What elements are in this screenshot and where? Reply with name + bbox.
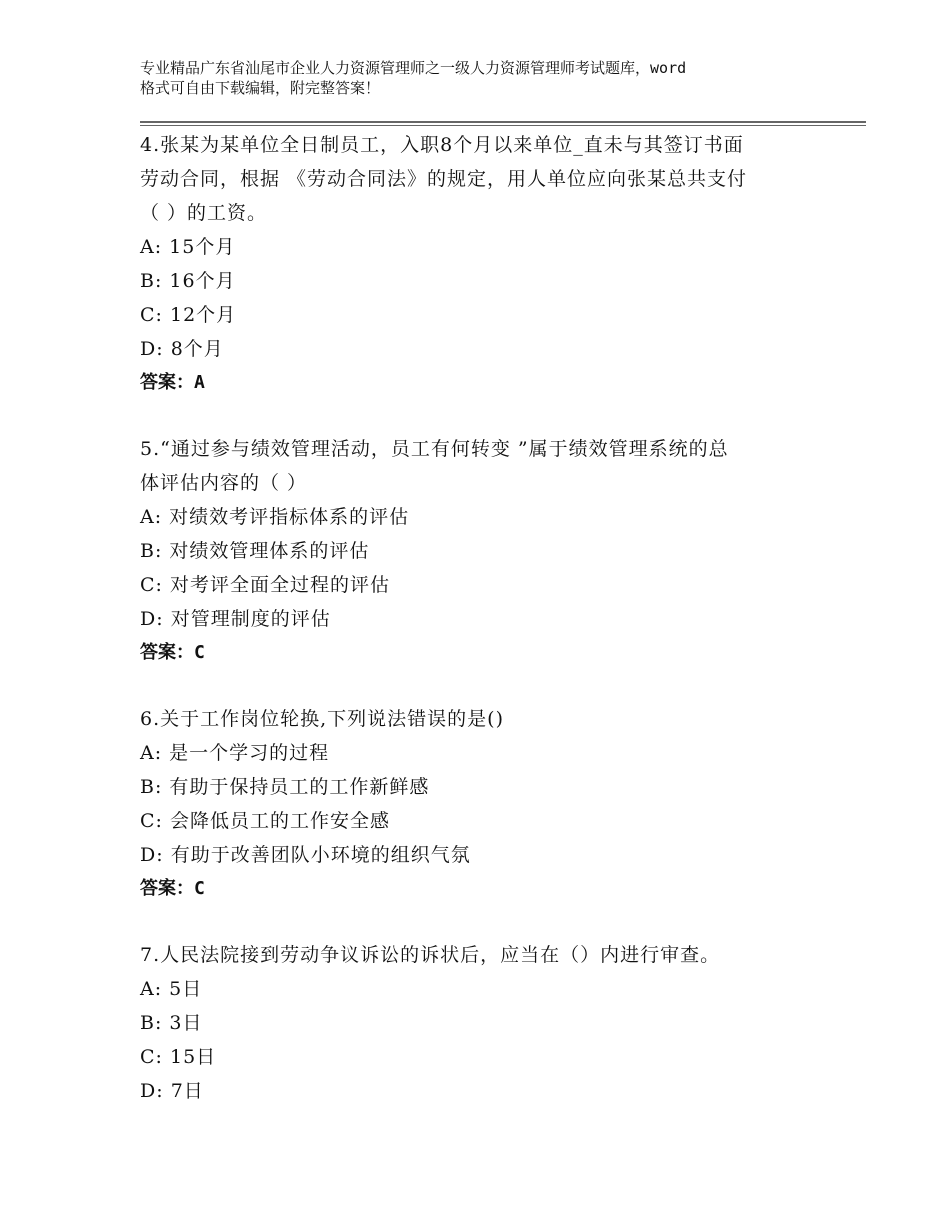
option-b: B: 16个月 bbox=[140, 270, 236, 292]
question-stem bbox=[140, 432, 820, 500]
option-text: 5日 bbox=[169, 978, 203, 1000]
option-c: C: 15日 bbox=[140, 1046, 217, 1068]
option-c: C: 12个月 bbox=[140, 304, 237, 326]
stem-line: 4.张某为某单位全日制员工，入职8个月以来单位_直未与其签订书面 bbox=[140, 134, 744, 156]
question-7 bbox=[140, 938, 820, 1108]
option-a: A: 5日 bbox=[140, 978, 203, 1000]
option-text: 8个月 bbox=[170, 338, 224, 360]
option-text: 16个月 bbox=[169, 270, 236, 292]
option-text: 对管理制度的评估 bbox=[170, 608, 331, 630]
option-d: D: 7日 bbox=[140, 1080, 204, 1102]
header-line-2: 格式可自由下载编辑，附完整答案！ bbox=[140, 79, 381, 97]
stem-line: 5.“通过参与绩效管理活动，员工有何转变 ”属于绩效管理系统的总 bbox=[140, 438, 729, 460]
option-d: D: 有助于改善团队小环境的组织气氛 bbox=[140, 844, 471, 866]
stem-line: 体评估内容的（ ） bbox=[140, 472, 308, 494]
question-stem bbox=[140, 702, 820, 736]
answer-label: 答案：A bbox=[140, 372, 205, 393]
option-b: B: 3日 bbox=[140, 1012, 203, 1034]
option-text: 12个月 bbox=[170, 304, 237, 326]
answer-label: 答案：C bbox=[140, 642, 205, 663]
question-stem bbox=[140, 128, 820, 230]
stem-line: 7.人民法院接到劳动争议诉讼的诉状后，应当在（）内进行审查。 bbox=[140, 944, 721, 966]
document-header bbox=[140, 58, 840, 98]
option-text: 是一个学习的过程 bbox=[169, 742, 330, 764]
option-text: 3日 bbox=[169, 1012, 203, 1034]
option-c: C: 对考评全面全过程的评估 bbox=[140, 574, 391, 596]
stem-line: （ ）的工资。 bbox=[140, 202, 268, 224]
stem-line: 6.关于工作岗位轮换,下列说法错误的是() bbox=[140, 708, 504, 730]
header-line-1: 专业精品广东省汕尾市企业人力资源管理师之一级人力资源管理师考试题库，word bbox=[140, 59, 687, 77]
option-text: 15日 bbox=[170, 1046, 217, 1068]
option-text: 7日 bbox=[170, 1080, 204, 1102]
option-text: 15个月 bbox=[169, 236, 236, 258]
option-text: 会降低员工的工作安全感 bbox=[170, 810, 391, 832]
stem-line: 劳动合同，根据 《劳动合同法》的规定，用人单位应向张某总共支付 bbox=[140, 168, 748, 190]
option-text: 有助于改善团队小环境的组织气氛 bbox=[170, 844, 471, 866]
question-list bbox=[140, 128, 820, 1140]
option-a: A: 是一个学习的过程 bbox=[140, 742, 330, 764]
answer-label: 答案：C bbox=[140, 878, 205, 899]
option-text: 对考评全面全过程的评估 bbox=[170, 574, 391, 596]
option-a: A: 对绩效考评指标体系的评估 bbox=[140, 506, 410, 528]
option-text: 对绩效考评指标体系的评估 bbox=[169, 506, 410, 528]
header-divider-thin bbox=[140, 125, 866, 126]
question-5 bbox=[140, 432, 820, 670]
option-text: 对绩效管理体系的评估 bbox=[169, 540, 370, 562]
question-4 bbox=[140, 128, 820, 400]
option-d: D: 对管理制度的评估 bbox=[140, 608, 331, 630]
option-b: B: 有助于保持员工的工作新鲜感 bbox=[140, 776, 430, 798]
header-divider-thick bbox=[140, 121, 866, 123]
option-a: A: 15个月 bbox=[140, 236, 236, 258]
question-6 bbox=[140, 702, 820, 906]
option-d: D: 8个月 bbox=[140, 338, 224, 360]
option-c: C: 会降低员工的工作安全感 bbox=[140, 810, 391, 832]
option-text: 有助于保持员工的工作新鲜感 bbox=[169, 776, 430, 798]
option-b: B: 对绩效管理体系的评估 bbox=[140, 540, 370, 562]
question-stem bbox=[140, 938, 820, 972]
